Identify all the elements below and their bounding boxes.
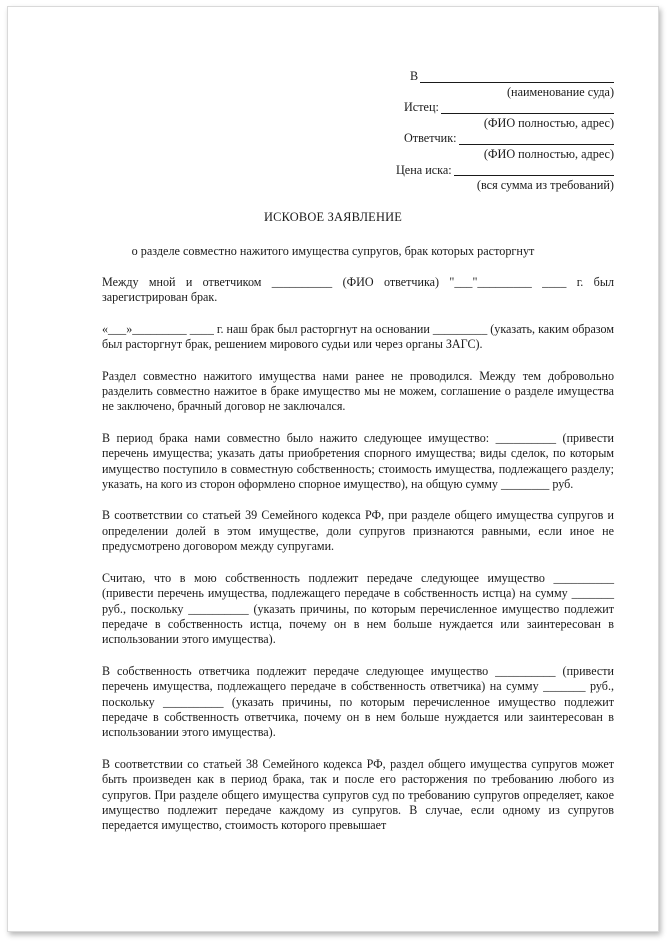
defendant-row xyxy=(404,131,614,147)
court-blank xyxy=(420,70,614,83)
claim-price-hint: (вся сумма из требований) xyxy=(476,178,614,193)
claim-price-blank xyxy=(454,163,614,176)
paragraph-article-38: В соответствии со статьей 38 Семейного кодекса РФ, раздел общего имущества супругов может быть произведен как в период брака, так и после его расторжения по требованию любого из супругов. При разделе общего имущества супругов суд по требованию супругов определяет, какое имущество подлежит передаче каждому из супругов. В случае, если одному из супругов передается имущество, стоимость которого превышает xyxy=(102,756,614,833)
document-page xyxy=(7,6,659,932)
paragraph-divorce: «___»_________ ____ г. наш брак был расторгнут на основании _________ (указать, каким образом был расторгнут брак, решением мирового судьи или через органы ЗАГС). xyxy=(102,321,614,352)
document-title: ИСКОВОЕ ЗАЯВЛЕНИЕ xyxy=(263,210,403,224)
document-body xyxy=(102,275,614,833)
plaintiff-blank xyxy=(441,101,614,114)
paragraph-property-list: В период брака нами совместно было нажито следующее имущество: __________ (привести перечень имущества; указать даты приобретения спорного имущества; виды сделок, по которым имущество поступило в совместную собственность; стоимость имущества, подлежащего разделу; указать, на кого из сторон оформлено спорное имущество), на общую сумму ________ руб. xyxy=(102,430,614,492)
defendant-label: Ответчик: xyxy=(404,131,457,146)
plaintiff-hint: (ФИО полностью, адрес) xyxy=(483,115,614,130)
court-row xyxy=(404,69,614,85)
paragraph-no-division: Раздел совместно нажитого имущества нами ранее не проводился. Между тем добровольно разделить совместно нажитое в браке имущество мы не можем, соглашение о разделе имущества не заключено, брачный договор не заключался. xyxy=(102,368,614,414)
claim-price-row xyxy=(396,162,614,179)
defendant-blank xyxy=(459,132,614,145)
document-header xyxy=(396,69,614,194)
court-label: В xyxy=(410,69,419,83)
paragraph-marriage-registration: Между мной и ответчиком __________ (ФИО ответчика) "___"_________ ____ г. был зарегистрирован брак. xyxy=(102,275,614,305)
defendant-hint: (ФИО полностью, адрес) xyxy=(483,146,614,161)
claim-price-label: Цена иска: xyxy=(396,162,452,177)
plaintiff-row xyxy=(404,100,614,116)
court-hint: (наименование суда) xyxy=(507,84,614,99)
paragraph-article-39: В соответствии со статьей 39 Семейного кодекса РФ, при разделе общего имущества супругов и определении долей в этом имуществе, доли супругов признаются равными, если иное не предусмотрено договором между супругами. xyxy=(102,508,614,554)
paragraph-defendant-share: В собственность ответчика подлежит передаче следующее имущество __________ (привести перечень имущества, подлежащего передаче в собственность ответчика) на сумму _______ руб., поскольку __________ (указать причины, по которым перечисленное имущество подлежит передаче в собственность ответчика, почему он в нем больше нуждается или заинтересован в использовании этого имущества). xyxy=(102,663,614,740)
plaintiff-label: Истец: xyxy=(404,100,439,115)
paragraph-plaintiff-share: Считаю, что в мою собственность подлежит передаче следующее имущество __________ (привести перечень имущества, подлежащего передаче в собственность истца) на сумму _______ руб., поскольку __________ (указать причины, по которым перечисленное имущество подлежит передаче в собственность истца, почему он в нем больше нуждается или заинтересован в использовании этого имущества). xyxy=(102,570,614,647)
document-subtitle: о разделе совместно нажитого имущества супругов, брак которых расторгнут xyxy=(131,244,535,258)
